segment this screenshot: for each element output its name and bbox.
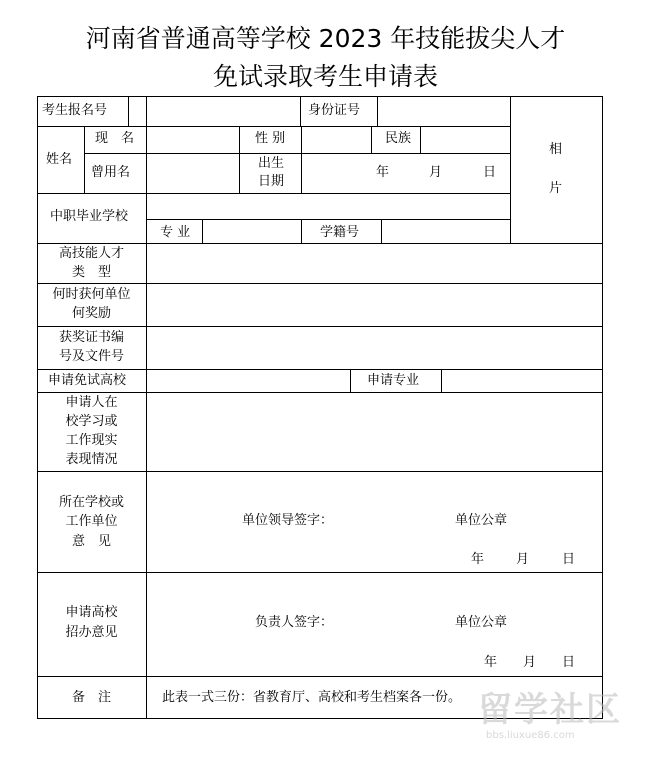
unit-opinion-label-line2: 工作单位 (65, 514, 118, 529)
birth-label-line2: 日期 (258, 174, 285, 189)
birth-year-label: 年 (376, 165, 390, 180)
unit-opinion-field[interactable] (147, 472, 602, 572)
col-line (300, 96, 301, 126)
birth-label-line1: 出生 (258, 156, 285, 171)
person-sign-label: 负责人签字： (255, 615, 334, 630)
unit-opinion-label-line1: 所在学校或 (58, 495, 124, 510)
col-line (350, 369, 351, 392)
unit-seal-label: 单位公章 (455, 513, 508, 528)
award-label-line2: 何奖励 (71, 306, 111, 321)
former-name-label: 曾用名 (91, 165, 131, 180)
current-name-label: 现 名 (95, 131, 135, 146)
gender-field[interactable] (302, 127, 371, 153)
photo-label-char1: 相 (549, 142, 563, 157)
remarks-label: 备 注 (71, 690, 111, 705)
col-line (239, 126, 240, 193)
cert-label-line2: 号及文件号 (58, 349, 124, 364)
apply-school-label: 申请免试高校 (48, 373, 127, 388)
performance-field[interactable] (147, 393, 602, 471)
table-border-right (602, 96, 603, 718)
performance-label-line4: 表现情况 (65, 452, 118, 467)
apply-major-label: 申请专业 (367, 373, 420, 388)
major-field[interactable] (203, 220, 301, 243)
ethnicity-field[interactable] (421, 127, 510, 153)
unit-opinion-month-label: 月 (516, 552, 530, 567)
talent-type-field[interactable] (147, 244, 602, 283)
award-label-line1: 何时获何单位 (52, 287, 131, 302)
watermark-logo (478, 690, 638, 750)
col-line (84, 126, 85, 193)
college-seal-label: 单位公章 (455, 615, 508, 630)
performance-label-line3: 工作现实 (65, 433, 118, 448)
student-no-field[interactable] (382, 220, 510, 243)
col-line (371, 126, 372, 153)
remarks-text: 此表一式三份：省教育厅、高校和考生档案各一份。 (162, 690, 462, 705)
photo-box[interactable] (511, 97, 602, 243)
row-line (37, 676, 603, 677)
id-card-label: 身份证号 (308, 103, 361, 118)
form-title-line-2: 免试录取考生申请表 (212, 62, 438, 91)
college-opinion-month-label: 月 (523, 655, 537, 670)
college-opinion-label-line1: 申请高校 (65, 605, 118, 620)
photo-label-char2: 片 (549, 181, 563, 196)
birth-month-label: 月 (429, 165, 443, 180)
leader-sign-label: 单位领导签字： (242, 513, 334, 528)
talent-type-label-line2: 类 型 (71, 265, 111, 280)
performance-label-line1: 申请人在 (65, 395, 118, 410)
award-field[interactable] (147, 284, 602, 326)
unit-opinion-day-label: 日 (562, 552, 576, 567)
student-no-label: 学籍号 (320, 225, 360, 240)
gender-label: 性 别 (255, 131, 286, 146)
id-card-field[interactable] (378, 97, 510, 126)
watermark-url: bbs.liuxue86.com (486, 730, 575, 741)
college-opinion-day-label: 日 (562, 655, 576, 670)
apply-school-field[interactable] (147, 370, 350, 392)
performance-label-line2: 校学习或 (65, 414, 118, 429)
cert-field[interactable] (147, 327, 602, 369)
apply-major-field[interactable] (442, 370, 602, 392)
watermark-text: 留学社区 (478, 690, 622, 730)
college-opinion-label-line2: 招办意见 (65, 625, 118, 640)
ethnicity-label: 民族 (385, 131, 412, 146)
talent-type-label-line1: 高技能人才 (58, 246, 124, 261)
birth-day-label: 日 (483, 165, 497, 180)
col-line (301, 219, 302, 243)
current-name-field[interactable] (147, 127, 239, 153)
school-field[interactable] (147, 194, 510, 219)
major-label: 专 业 (160, 225, 191, 240)
former-name-field[interactable] (147, 154, 239, 193)
exam-id-field[interactable] (129, 97, 300, 126)
form-title-line-1: 河南省普通高等学校 2023 年技能拔尖人才 (85, 24, 566, 53)
unit-opinion-year-label: 年 (471, 552, 485, 567)
cert-label-line1: 获奖证书编 (58, 330, 124, 345)
college-opinion-year-label: 年 (484, 655, 498, 670)
name-label: 姓名 (46, 152, 73, 167)
exam-id-label: 考生报名号 (42, 103, 108, 118)
school-label: 中职毕业学校 (50, 209, 129, 224)
unit-opinion-label-line3: 意 见 (71, 534, 111, 549)
